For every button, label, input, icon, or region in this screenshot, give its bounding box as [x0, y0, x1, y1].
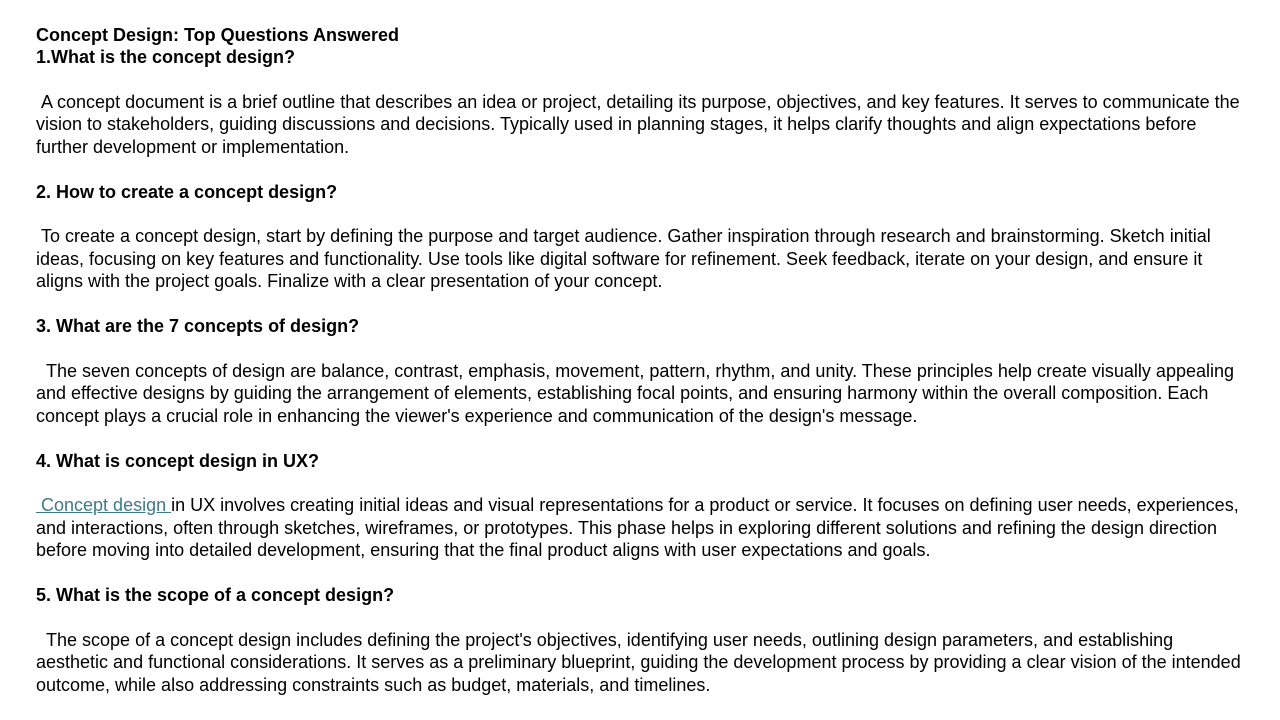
spacer	[36, 293, 1246, 316]
faq-answer-3: The seven concepts of design are balance, contrast, emphasis, movement, pattern, rhythm, and unity. These principles help create visually appealing and effective designs by guiding the arrangement of elements, establishing focal points, and ensuring harmony within the overall composition. Each concept plays a crucial role in enhancing the viewer's experience and communication of the design's message.	[36, 360, 1240, 426]
document-title: Concept Design: Top Questions Answered	[36, 25, 400, 45]
spacer	[36, 427, 1246, 450]
spacer	[36, 203, 1246, 226]
faq-question-1: 1.What is the concept design?	[36, 47, 296, 67]
faq-answer-4	[36, 494, 1246, 562]
spacer	[36, 472, 1246, 495]
concept-design-link[interactable]: Concept design	[36, 495, 172, 515]
faq-question-2: 2. How to create a concept design?	[36, 181, 338, 202]
faq-answer-2: To create a concept design, start by defining the purpose and target audience. Gather inspiration through research and brainstorming. Sketch initial ideas, focusing on key features and functionality. Use tools like digital software for refinement. Seek feedback, iterate on your design, and ensure it aligns with the project goals. Finalize with a clear presentation of your concept.	[36, 226, 1216, 291]
faq-question-3: 3. What are the 7 concepts of design?	[36, 316, 360, 336]
faq-document	[36, 24, 1246, 696]
faq-question-5: 5. What is the scope of a concept design?	[36, 585, 395, 605]
faq-answer-5: The scope of a concept design includes defining the project's objectives, identifying user needs, outlining design parameters, and establishing aesthetic and functional considerations. It serves as a preliminary blueprint, guiding the development process by providing a clear vision of the intended outcome, while also addressing constraints such as budget, materials, and timelines.	[36, 629, 1246, 695]
faq-answer-4-text: in UX involves creating initial ideas and visual representations for a product or service. It focuses on defining user needs, experiences, and interactions, often through sketches, wireframes, or prototypes. This phase helps in exploring different solutions and refining the design direction before moving into detailed development, ensuring that the final product aligns with user expectations and goals.	[36, 495, 1244, 560]
spacer	[36, 562, 1246, 585]
spacer	[36, 606, 1246, 629]
faq-answer-1: A concept document is a brief outline that describes an idea or project, detailing its purpose, objectives, and key features. It serves to communicate the vision to stakeholders, guiding discussions and decisions. Typically used in planning stages, it helps clarify thoughts and align expectations before further development or implementation.	[36, 91, 1245, 157]
spacer	[36, 337, 1246, 360]
faq-question-4: 4. What is concept design in UX?	[36, 450, 320, 471]
spacer	[36, 158, 1246, 181]
spacer	[36, 68, 1246, 91]
